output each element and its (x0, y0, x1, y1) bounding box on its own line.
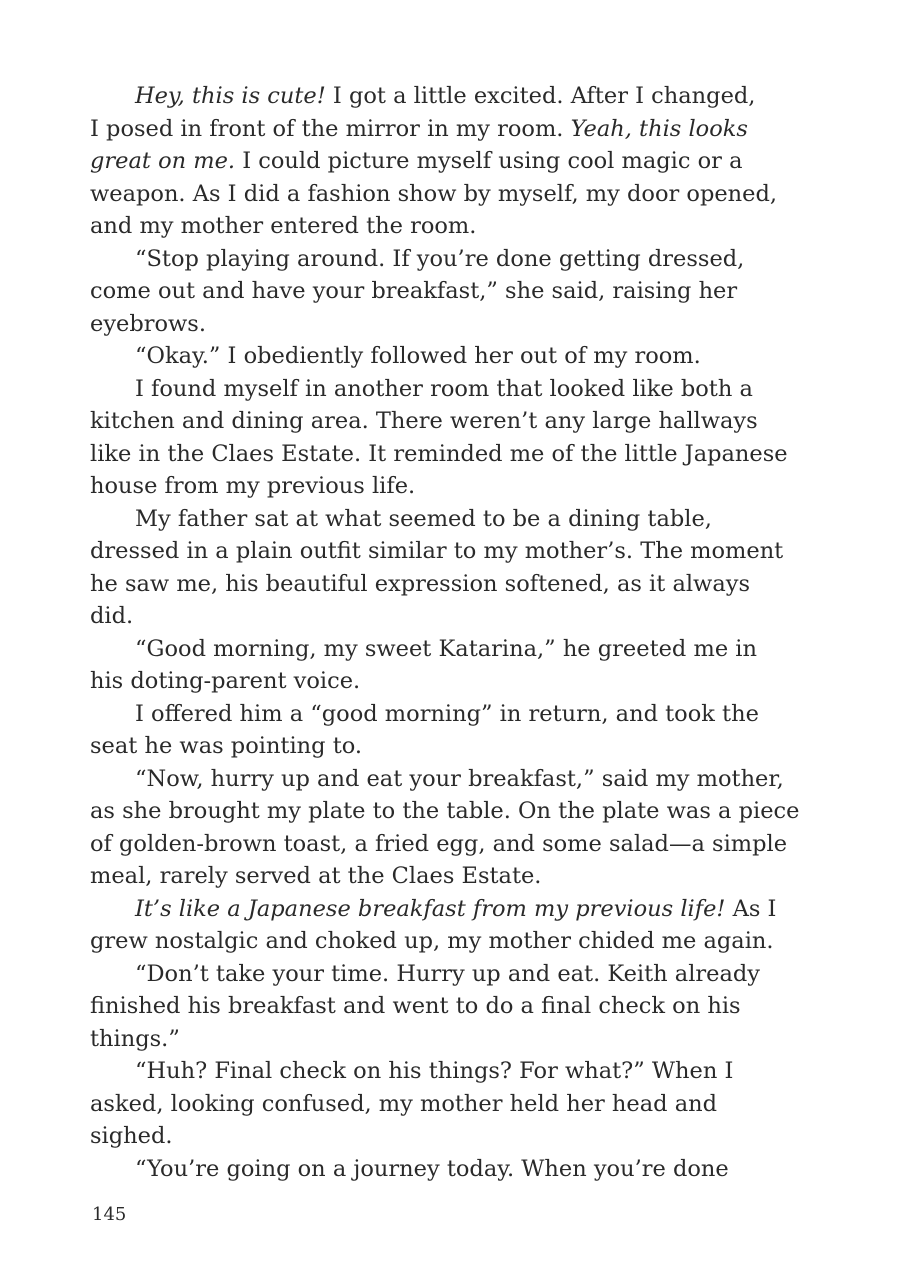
text-line (90, 145, 810, 178)
text-segment: house from my previous life. (90, 473, 416, 499)
italic-text: It’s like a Japanese breakfast from my previous life! (135, 895, 726, 922)
text-segment: of golden-brown toast, a fried egg, and some salad—a simple (90, 830, 788, 857)
text-line (90, 568, 810, 601)
text-line (90, 828, 810, 861)
text-segment: as she brought my plate to the table. On the plate was a piece (90, 798, 800, 824)
text-line (90, 1153, 810, 1186)
text-segment: kitchen and dining area. There weren’t any large hallways (90, 408, 758, 434)
text-segment: “Huh? Final check on his things? For what?” When I (135, 1058, 734, 1084)
page-body-text (90, 80, 810, 1185)
text-segment: I found myself in another room that looked like both a (135, 375, 753, 402)
text-line (90, 730, 810, 763)
text-segment: I could picture myself using cool magic or a (235, 148, 743, 174)
text-line (90, 1120, 810, 1153)
text-line (90, 600, 810, 633)
text-line (90, 113, 810, 146)
text-line (90, 210, 810, 243)
text-segment: “Okay.” I obediently followed her out of my room. (135, 343, 701, 369)
text-line (90, 340, 810, 373)
text-segment: things.” (90, 1025, 180, 1052)
text-line (90, 503, 810, 536)
text-segment: like in the Claes Estate. It reminded me of the little Japanese (90, 440, 788, 467)
italic-text: great on me. (90, 148, 236, 174)
text-segment: did. (90, 603, 134, 629)
text-line (90, 470, 810, 503)
page-number: 145 (92, 1204, 127, 1225)
text-line (90, 1055, 810, 1088)
text-line (90, 80, 810, 113)
text-segment: meal, rarely served at the Claes Estate. (90, 863, 542, 889)
text-line (90, 243, 810, 276)
text-segment: come out and have your breakfast,” she said, raising her (90, 278, 738, 304)
text-line (90, 925, 810, 958)
text-line (90, 698, 810, 731)
text-line (90, 373, 810, 406)
text-segment: “Don’t take your time. Hurry up and eat. Keith already (135, 960, 761, 987)
text-line (90, 275, 810, 308)
text-segment: finished his breakfast and went to do a final check on his (90, 993, 741, 1019)
text-segment: As I (725, 895, 777, 922)
text-line (90, 665, 810, 698)
text-line (90, 795, 810, 828)
text-line (90, 763, 810, 796)
italic-text: Hey, this is cute! (135, 83, 326, 109)
text-segment: I offered him a “good morning” in return, and took the (135, 700, 759, 727)
text-line (90, 535, 810, 568)
text-line (90, 178, 810, 211)
text-line (90, 893, 810, 926)
text-line (90, 1023, 810, 1056)
text-line (90, 1088, 810, 1121)
text-segment: weapon. As I did a fashion show by myself, my door opened, (90, 180, 778, 207)
text-line (90, 860, 810, 893)
text-segment: eyebrows. (90, 310, 207, 337)
italic-text: Yeah, this looks (570, 115, 748, 142)
text-segment: he saw me, his beautiful expression softened, as it always (90, 570, 750, 597)
text-segment: seat he was pointing to. (90, 733, 363, 759)
text-segment: “You’re going on a journey today. When you’re done (135, 1155, 729, 1182)
text-segment: My father sat at what seemed to be a dining table, (135, 505, 712, 532)
text-segment: I got a little excited. After I changed, (325, 83, 756, 109)
text-segment: and my mother entered the room. (90, 213, 477, 239)
text-segment: I posed in front of the mirror in my room. (90, 115, 571, 142)
text-segment: his doting-parent voice. (90, 668, 361, 694)
text-segment: “Good morning, my sweet Katarina,” he greeted me in (135, 635, 757, 662)
text-line (90, 990, 810, 1023)
text-line (90, 633, 810, 666)
text-line (90, 958, 810, 991)
text-segment: sighed. (90, 1123, 173, 1149)
text-segment: grew nostalgic and choked up, my mother chided me again. (90, 928, 774, 954)
text-line (90, 308, 810, 341)
text-segment: “Now, hurry up and eat your breakfast,” said my mother, (135, 765, 784, 792)
text-line (90, 438, 810, 471)
text-segment: “Stop playing around. If you’re done getting dressed, (135, 245, 745, 272)
text-segment: dressed in a plain outfit similar to my mother’s. The moment (90, 538, 784, 564)
text-line (90, 405, 810, 438)
text-segment: asked, looking confused, my mother held her head and (90, 1090, 718, 1117)
